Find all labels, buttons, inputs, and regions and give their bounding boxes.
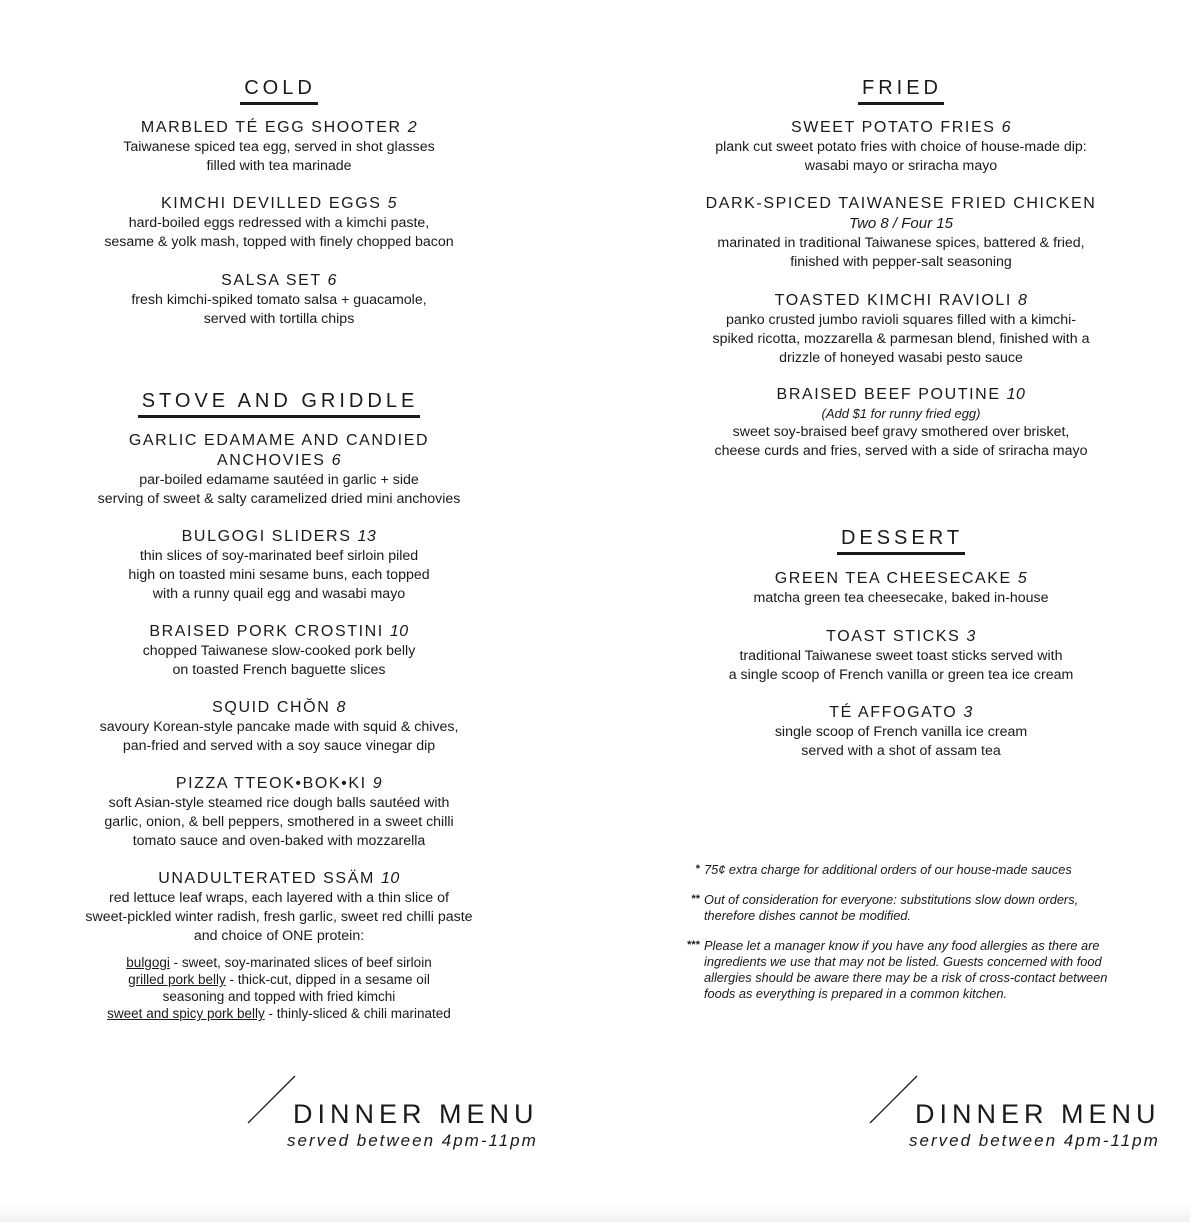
menu-item bbox=[19, 271, 539, 329]
menu-item bbox=[641, 291, 1161, 368]
item-description: savoury Korean-style pancake made with squid & chives, pan-fried and served with a soy sauce vinegar dip bbox=[99, 719, 459, 754]
footnotes bbox=[680, 862, 1110, 1016]
item-description: panko crusted jumbo ravioli squares filled with a kimchi- spiked ricotta, mozzarella & parmesan blend, finished with a drizzle of honeyed wasabi pesto sauce bbox=[712, 312, 1090, 366]
menu-item bbox=[19, 622, 539, 680]
slash-decoration-icon bbox=[869, 1075, 919, 1125]
protein-description: seasoning and topped with fried kimchi bbox=[162, 989, 396, 1004]
item-price: 6 bbox=[331, 452, 342, 469]
footnote-marker: ** bbox=[691, 893, 700, 905]
item-price: 6 bbox=[1001, 119, 1011, 136]
item-price: 6 bbox=[327, 272, 337, 289]
item-name: BRAISED PORK CROSTINI bbox=[149, 623, 384, 640]
item-name: UNADULTERATED SSÄM bbox=[158, 870, 375, 887]
footer-title: DINNER MENU bbox=[915, 1099, 1161, 1129]
protein-name: grilled pork belly bbox=[128, 972, 226, 987]
protein-option bbox=[19, 1005, 539, 1022]
item-description: sweet soy-braised beef gravy smothered over brisket, cheese curds and fries, served with a side of sriracha mayo bbox=[714, 424, 1088, 459]
footnote bbox=[680, 938, 1110, 1002]
protein-option bbox=[19, 988, 539, 1005]
item-price: 13 bbox=[357, 528, 377, 545]
item-price: 10 bbox=[380, 870, 400, 887]
item-name: KIMCHI DEVILLED EGGS bbox=[161, 195, 382, 212]
section-heading-dessert: DESSERT bbox=[641, 527, 1161, 555]
item-description: fresh kimchi-spiked tomato salsa + guacamole, served with tortilla chips bbox=[131, 292, 427, 327]
item-name: DARK-SPICED TAIWANESE FRIED CHICKEN bbox=[705, 195, 1097, 212]
item-price: 8 bbox=[1017, 292, 1028, 309]
section-heading-stove-and-griddle: STOVE AND GRIDDLE bbox=[19, 390, 539, 418]
item-name: SQUID CHŎN bbox=[212, 699, 331, 716]
item-price: 3 bbox=[966, 628, 976, 645]
menu-item bbox=[19, 774, 539, 851]
footer-subtitle: served between 4pm-11pm bbox=[909, 1131, 1160, 1150]
menu-item bbox=[641, 118, 1161, 176]
item-price: 10 bbox=[1006, 386, 1026, 403]
item-price: 2 bbox=[407, 119, 418, 136]
item-price: 5 bbox=[387, 195, 397, 212]
item-name: PIZZA TTEOK•BOK•KI bbox=[175, 775, 367, 792]
footer-title: DINNER MENU bbox=[293, 1099, 539, 1129]
item-description: hard-boiled eggs redressed with a kimchi paste, sesame & yolk mash, topped with finely chopped bacon bbox=[104, 215, 454, 250]
item-name: MARBLED TÉ EGG SHOOTER bbox=[140, 119, 402, 136]
item-description: single scoop of French vanilla ice cream served with a shot of assam tea bbox=[774, 724, 1028, 759]
item-name: BRAISED BEEF POUTINE bbox=[776, 386, 1001, 403]
item-description: par-boiled edamame sautéed in garlic + side serving of sweet & salty caramelized dried mini anchovies bbox=[97, 472, 461, 507]
item-price-options: Two 8 / Four 15 bbox=[849, 215, 953, 232]
protein-description: - thinly-sliced & chili marinated bbox=[264, 1006, 451, 1021]
item-price: 3 bbox=[963, 704, 973, 721]
item-description: matcha green tea cheesecake, baked in-house bbox=[753, 590, 1049, 606]
item-price: 5 bbox=[1017, 570, 1028, 587]
menu-item bbox=[19, 118, 539, 176]
protein-description: - sweet, soy-marinated slices of beef sirloin bbox=[169, 955, 432, 970]
item-description: soft Asian-style steamed rice dough balls sautéed with garlic, onion, & bell peppers, smothered in a sweet chilli tomato sauce and oven-baked with mozzarella bbox=[104, 795, 454, 849]
item-description: thin slices of soy-marinated beef sirloin piled high on toasted mini sesame buns, each topped with a runny quail egg and wasabi mayo bbox=[128, 548, 430, 602]
footnote-text: Please let a manager know if you have any food allergies as there are ingredients we use that may not be listed. Guests concerned with food allergies should be aware there may be a risk of cross-contact between foods as everything is prepared in a common kitchen. bbox=[704, 938, 1108, 1001]
footer-subtitle: served between 4pm-11pm bbox=[287, 1131, 538, 1150]
item-name: BULGOGI SLIDERS bbox=[181, 528, 352, 545]
protein-description: - thick-cut, dipped in a sesame oil bbox=[225, 972, 430, 987]
menu-item bbox=[19, 431, 539, 509]
menu-item bbox=[19, 194, 539, 252]
dinner-menu-footer-left bbox=[247, 1075, 547, 1155]
item-description: plank cut sweet potato fries with choice of house-made dip: wasabi mayo or sriracha mayo bbox=[715, 139, 1087, 174]
dinner-menu-footer-right bbox=[869, 1075, 1169, 1155]
item-description: traditional Taiwanese sweet toast sticks served with a single scoop of French vanilla or green tea ice cream bbox=[728, 648, 1074, 683]
item-description: marinated in traditional Taiwanese spices, battered & fried, finished with pepper-salt seasoning bbox=[717, 235, 1085, 270]
protein-name: bulgogi bbox=[126, 955, 170, 970]
footnote-marker: * bbox=[695, 863, 700, 875]
item-description: red lettuce leaf wraps, each layered with a thin slice of sweet-pickled winter radish, fresh garlic, sweet red chilli paste and choice of ONE protein: bbox=[85, 890, 473, 944]
item-name: SWEET POTATO FRIES bbox=[791, 119, 996, 136]
menu-item bbox=[19, 869, 539, 946]
footnote-text: Out of consideration for everyone: substitutions slow down orders, therefore dishes cannot be modified. bbox=[704, 892, 1079, 923]
section-heading-fried: FRIED bbox=[641, 77, 1161, 105]
item-price: 8 bbox=[336, 699, 346, 716]
protein-option bbox=[19, 954, 539, 971]
item-name: TOASTED KIMCHI RAVIOLI bbox=[774, 292, 1012, 309]
item-price: 9 bbox=[372, 775, 383, 792]
menu-item bbox=[641, 569, 1161, 608]
protein-option bbox=[19, 971, 539, 988]
menu-item bbox=[641, 703, 1161, 761]
slash-decoration-icon bbox=[247, 1075, 297, 1125]
page-bottom-edge bbox=[0, 1204, 1190, 1222]
item-price: 10 bbox=[389, 623, 409, 640]
item-name: TÉ AFFOGATO bbox=[829, 704, 958, 721]
protein-options bbox=[19, 954, 539, 1022]
menu-item bbox=[19, 527, 539, 604]
item-name: GARLIC EDAMAME AND CANDIED ANCHOVIES bbox=[128, 432, 430, 469]
item-name: SALSA SET bbox=[221, 272, 322, 289]
menu-item bbox=[641, 627, 1161, 685]
footnote-marker: *** bbox=[687, 939, 700, 951]
menu-item bbox=[641, 194, 1161, 272]
item-name: GREEN TEA CHEESECAKE bbox=[774, 570, 1012, 587]
item-add-on-note: (Add $1 for runny fried egg) bbox=[821, 406, 981, 421]
footnote bbox=[680, 892, 1110, 924]
footnote bbox=[680, 862, 1110, 878]
protein-name: sweet and spicy pork belly bbox=[107, 1006, 265, 1021]
footnote-text: 75¢ extra charge for additional orders of our house-made sauces bbox=[704, 862, 1072, 877]
menu-item bbox=[641, 385, 1161, 461]
item-name: TOAST STICKS bbox=[826, 628, 961, 645]
menu-item bbox=[19, 698, 539, 756]
item-description: chopped Taiwanese slow-cooked pork belly on toasted French baguette slices bbox=[142, 643, 416, 678]
section-heading-cold: COLD bbox=[19, 77, 539, 105]
item-description: Taiwanese spiced tea egg, served in shot glasses filled with tea marinade bbox=[123, 139, 435, 174]
